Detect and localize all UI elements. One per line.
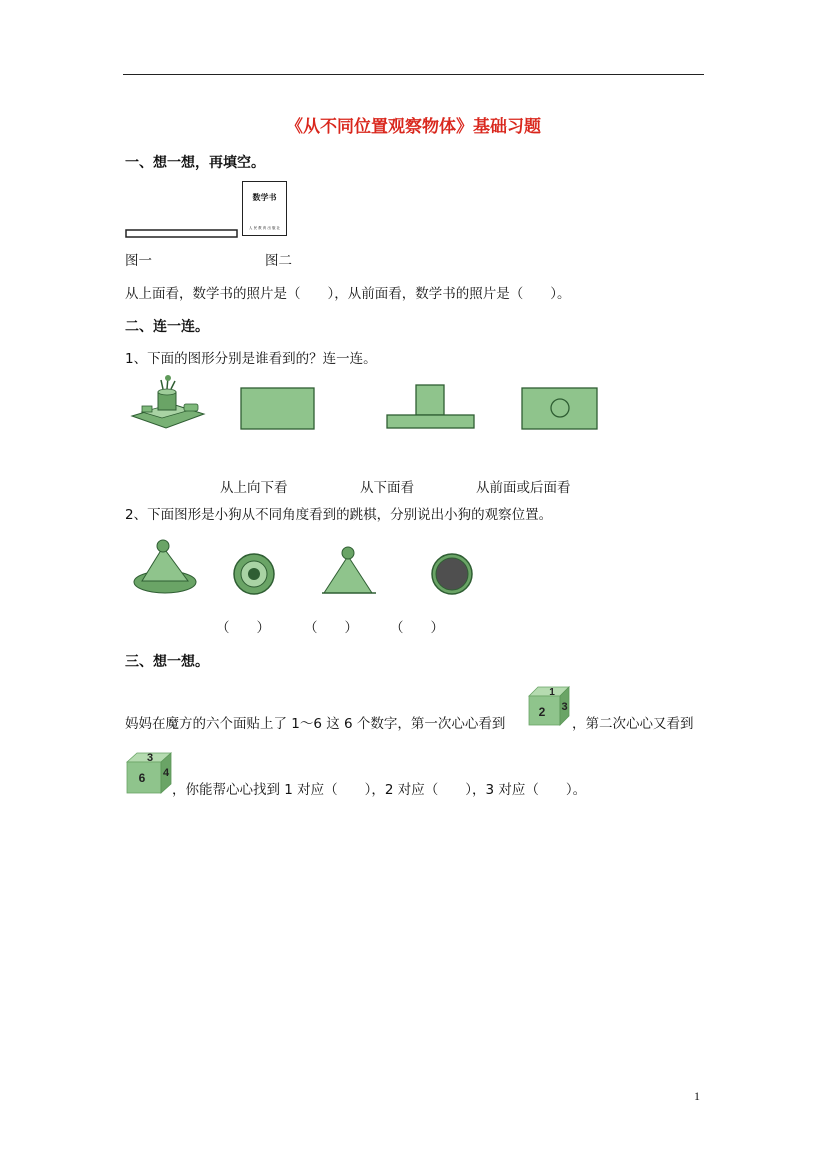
figure2-label: 图二 [265, 253, 292, 269]
section2-question1: 1、下面的图形分别是谁看到的？连一连。 [125, 351, 377, 367]
section3-text-part1: 妈妈在魔方的六个面贴上了 1～6 这 6 个数字，第一次心心看到 [125, 716, 506, 732]
book-cover-publisher: 人 民 教 育 出 版 社 [248, 226, 281, 230]
pen-holder-illustration [128, 374, 208, 430]
cube1-top-number: 1 [549, 687, 555, 698]
section1-heading: 一、想一想，再填空。 [125, 155, 265, 171]
cube1-front-number: 2 [538, 705, 546, 719]
section2-question2: 2、下面图形是小狗从不同角度看到的跳棋，分别说出小狗的观察位置。 [125, 507, 553, 523]
dice-cube-first-view [528, 686, 570, 726]
cube2-top-number: 3 [146, 752, 154, 764]
section3-heading: 三、想一想。 [125, 654, 209, 670]
dice-cube-second-view [126, 752, 172, 794]
view-label-top: 从上向下看 [220, 480, 288, 496]
figure1-label: 图一 [125, 253, 152, 269]
header-rule [123, 74, 704, 75]
page-number: 1 [694, 1089, 700, 1103]
answer-blank-3[interactable]: （ ） [390, 620, 444, 636]
section3-text-part3: ，你能帮心心找到 1 对应（ ），2 对应（ ），3 对应（ ）。 [172, 782, 587, 798]
rectangle-with-circle-view-shape [521, 387, 599, 431]
view-label-bottom: 从下面看 [360, 480, 414, 496]
section2-heading: 二、连一连。 [125, 319, 209, 335]
section3-text-part2: ，第二次心心又看到 [572, 716, 694, 732]
book-cover-title: 数学书 [252, 193, 277, 202]
base-with-block-view-shape [386, 384, 476, 430]
view-label-front-back: 从前面或后面看 [476, 480, 571, 496]
checker-piece-front-view [320, 544, 380, 596]
answer-blank-1[interactable]: （ ） [216, 620, 270, 636]
cube2-front-number: 6 [138, 771, 146, 785]
checker-piece-side-view [132, 539, 200, 599]
book-front-view-figure [242, 181, 287, 236]
answer-blank-2[interactable]: （ ） [304, 620, 358, 636]
cube2-side-number: 4 [162, 767, 170, 779]
page-title: 《从不同位置观察物体》基础习题 [286, 117, 541, 137]
checker-piece-bottom-view [430, 552, 474, 596]
checker-piece-top-view [232, 552, 276, 596]
rectangle-view-shape [240, 387, 316, 431]
cube1-side-number: 3 [561, 701, 568, 713]
book-top-view-figure [125, 228, 239, 240]
section1-question: 从上面看，数学书的照片是（ ），从前面看，数学书的照片是（ ）。 [125, 286, 571, 302]
